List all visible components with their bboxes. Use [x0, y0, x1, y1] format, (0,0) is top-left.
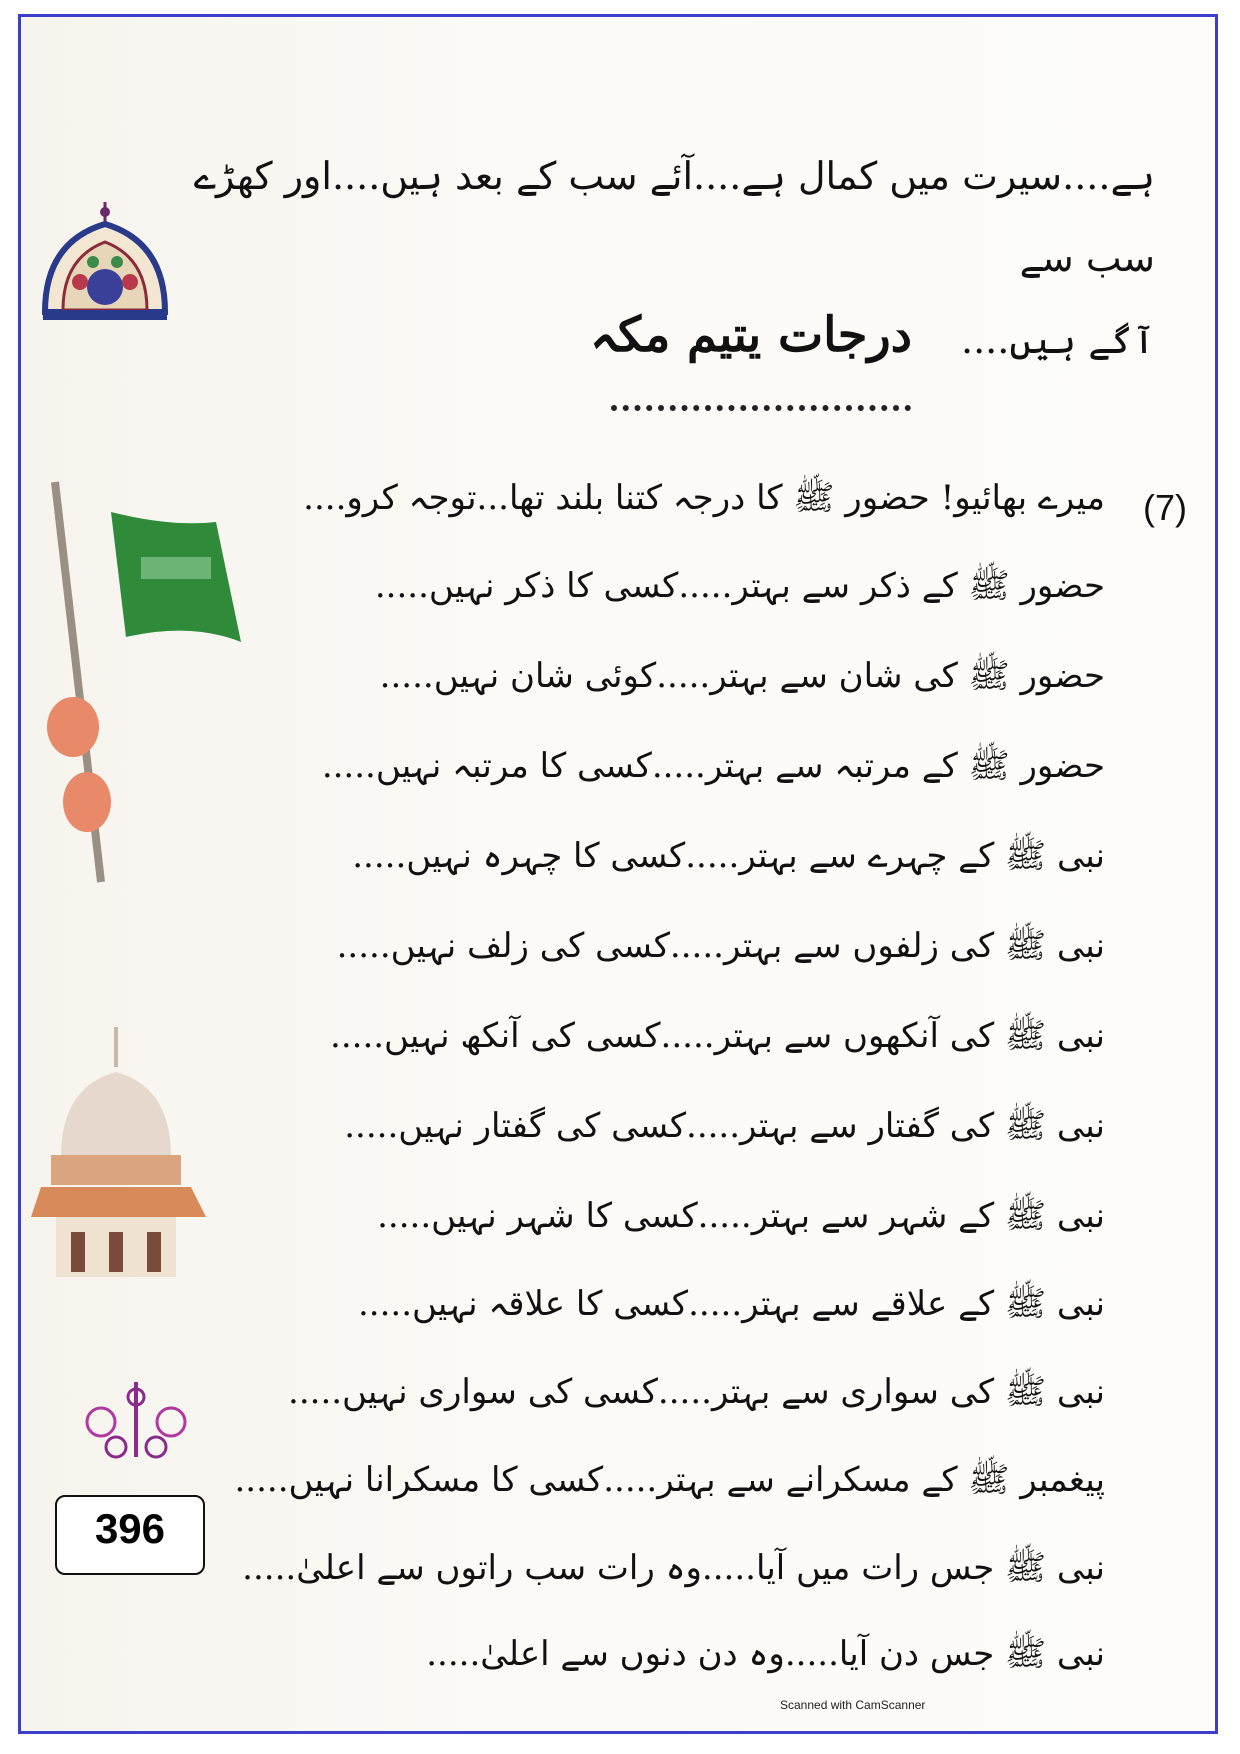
intro-line-1: ہے....سیرت میں کمال ہے....آئے سب کے بعد ہیں....اور کھڑے سب سے: [193, 154, 1155, 280]
scanned-page: [18, 14, 1218, 1734]
heading-divider: [611, 395, 911, 411]
list-item: نبی ﷺ کے شہر سے بہتر.....کسی کا شہر نہیں.....: [377, 1196, 1105, 1236]
list-item: نبی ﷺ کے چہرے سے بہتر.....کسی کا چہرہ نہیں.....: [352, 836, 1105, 876]
dome-icon: [21, 1027, 221, 1287]
flag-icon: [31, 472, 261, 892]
list-item: حضور ﷺ کے ذکر سے بہتر.....کسی کا ذکر نہیں.....: [374, 566, 1105, 606]
list-item: نبی ﷺ کی زلفوں سے بہتر.....کسی کی زلف نہیں.....: [336, 926, 1105, 966]
list-item: پیغمبر ﷺ کے مسکرانے سے بہتر.....کسی کا مسکرانا نہیں.....: [234, 1460, 1105, 1500]
list-item: نبی ﷺ کے علاقے سے بہتر.....کسی کا علاقہ نہیں.....: [357, 1284, 1105, 1324]
intro-line-2: آگے ہیں....: [961, 318, 1155, 362]
list-item: حضور ﷺ کی شان سے بہتر.....کوئی شان نہیں.....: [379, 656, 1105, 696]
list-item: نبی ﷺ کی آنکھوں سے بہتر.....کسی کی آنکھ نہیں.....: [330, 1016, 1105, 1056]
section-number: (7): [1143, 487, 1187, 528]
list-item: نبی ﷺ جس دن آیا.....وہ دن دنوں سے اعلیٰ.....: [426, 1634, 1105, 1674]
page-heading: درجات یتیم مکہ: [589, 307, 913, 363]
page-number: 396: [55, 1495, 205, 1575]
list-item: میرے بھائیو! حضور ﷺ کا درجہ کتنا بلند تھا...توجہ کرو....: [303, 478, 1105, 518]
arch-ornament-icon: [35, 202, 175, 332]
list-item: نبی ﷺ کی سواری سے بہتر.....کسی کی سواری نہیں.....: [288, 1372, 1105, 1412]
list-item: نبی ﷺ جس رات میں آیا.....وہ رات سب راتوں سے اعلیٰ.....: [242, 1548, 1105, 1588]
list-item: حضور ﷺ کے مرتبہ سے بہتر.....کسی کا مرتبہ نہیں.....: [321, 746, 1105, 786]
list-item: نبی ﷺ کی گفتار سے بہتر.....کسی کی گفتار نہیں.....: [344, 1106, 1105, 1146]
floral-ornament-icon: [71, 1377, 201, 1472]
scanner-watermark: Scanned with CamScanner: [780, 1698, 926, 1712]
